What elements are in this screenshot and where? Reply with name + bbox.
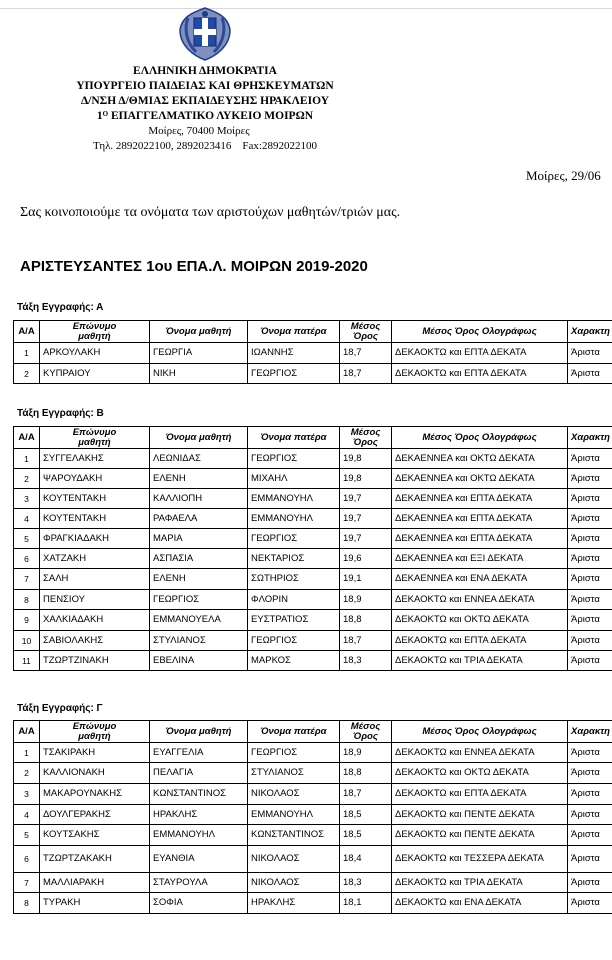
average-grade: 18,7 — [340, 343, 392, 364]
average-grade: 18,9 — [340, 590, 392, 610]
student-first-name: ΗΡΑΚΛΗΣ — [150, 805, 248, 825]
average-in-words: ΔΕΚΑΕΝΝΕΑ και ΟΚΤΩ ΔΕΚΑΤΑ — [392, 469, 568, 489]
average-in-words: ΔΕΚΑΟΚΤΩ και ΕΝΝΕΑ ΔΕΚΑΤΑ — [392, 743, 568, 763]
average-in-words: ΔΕΚΑΕΝΝΕΑ και ΕΠΤΑ ΔΕΚΑΤΑ — [392, 489, 568, 509]
student-first-name: ΕΛΕΝΗ — [150, 569, 248, 590]
row-number: 7 — [14, 873, 40, 893]
father-name: ΕΥΣΤΡΑΤΙΟΣ — [248, 610, 340, 631]
row-number: 2 — [14, 469, 40, 489]
average-grade: 18,5 — [340, 805, 392, 825]
average-grade: 18,9 — [340, 743, 392, 763]
school-name-text: ΕΠΑΓΓΕΛΜΑΤΙΚΟ ΛΥΚΕΙΟ ΜΟΙΡΩΝ — [110, 110, 314, 122]
grade-label: Τάξη Εγγραφής: Γ — [17, 703, 103, 714]
header-average — [340, 321, 392, 343]
average-in-words: ΔΕΚΑΟΚΤΩ και ΕΠΤΑ ΔΕΚΑΤΑ — [392, 364, 568, 384]
student-surname: ΚΥΠΡΑΙΟΥ — [40, 364, 150, 384]
father-name: ΜΙΧΑΗΛ — [248, 469, 340, 489]
student-surname: ΔΟΥΛΓΕΡΑΚΗΣ — [40, 805, 150, 825]
average-in-words: ΔΕΚΑΟΚΤΩ και ΕΠΤΑ ΔΕΚΑΤΑ — [392, 784, 568, 805]
father-name: ΦΛΟΡΙΝ — [248, 590, 340, 610]
characterization: Άριστα — [568, 784, 612, 805]
average-in-words: ΔΕΚΑΟΚΤΩ και ΕΝΝΕΑ ΔΕΚΑΤΑ — [392, 590, 568, 610]
row-number: 5 — [14, 825, 40, 846]
characterization: Άριστα — [568, 825, 612, 846]
student-surname: ΣΑΛΗ — [40, 569, 150, 590]
characterization: Άριστα — [568, 529, 612, 549]
row-number: 11 — [14, 651, 40, 671]
average-grade: 19,6 — [340, 549, 392, 569]
average-grade: 18,7 — [340, 364, 392, 384]
student-surname: ΑΡΚΟΥΛΑΚΗ — [40, 343, 150, 364]
document-title: ΑΡΙΣΤΕΥΣΑΝΤΕΣ 1ου ΕΠΑ.Λ. ΜΟΙΡΩΝ 2019-2020 — [20, 258, 368, 275]
student-surname: ΣΑΒΙΟΛΑΚΗΣ — [40, 631, 150, 651]
table-row — [14, 343, 612, 364]
average-grade: 18,3 — [340, 873, 392, 893]
row-number: 1 — [14, 743, 40, 763]
row-number: 1 — [14, 343, 40, 364]
student-first-name: ΜΑΡΙΑ — [150, 529, 248, 549]
average-grade: 18,7 — [340, 631, 392, 651]
header-surname-line1: Επώνυμο — [72, 320, 117, 332]
header-average-words: Μέσος Όρος Ολογράφως — [392, 321, 568, 343]
header-average — [340, 721, 392, 743]
row-number: 9 — [14, 610, 40, 631]
row-number: 3 — [14, 784, 40, 805]
row-number: 2 — [14, 763, 40, 784]
table-row — [14, 631, 612, 651]
average-in-words: ΔΕΚΑΟΚΤΩ και ΤΕΣΣΕΡΑ ΔΕΚΑΤΑ — [392, 846, 568, 873]
row-number: 7 — [14, 569, 40, 590]
father-name: ΕΜΜΑΝΟΥΗΛ — [248, 805, 340, 825]
grade-label: Τάξη Εγγραφής: Β — [17, 408, 104, 419]
student-surname: ΠΕΝΣΙΟΥ — [40, 590, 150, 610]
characterization: Άριστα — [568, 651, 612, 671]
father-name: ΕΜΜΑΝΟΥΗΛ — [248, 509, 340, 529]
characterization: Άριστα — [568, 805, 612, 825]
student-surname: ΧΑΛΚΙΑΔΑΚΗ — [40, 610, 150, 631]
table-header-row — [14, 321, 612, 343]
average-in-words: ΔΕΚΑΕΝΝΕΑ και ΕΠΤΑ ΔΕΚΑΤΑ — [392, 509, 568, 529]
header-surname — [40, 427, 150, 449]
father-name: ΝΙΚΟΛΑΟΣ — [248, 784, 340, 805]
average-grade: 18,1 — [340, 893, 392, 914]
father-name: ΝΙΚΟΛΑΟΣ — [248, 873, 340, 893]
header-father-name: Όνομα πατέρα — [248, 721, 340, 743]
father-name: ΓΕΩΡΓΙΟΣ — [248, 631, 340, 651]
fax-number: Fax:2892022100 — [242, 140, 317, 152]
student-first-name: ΣΤΑΥΡΟΥΛΑ — [150, 873, 248, 893]
table-row — [14, 610, 612, 631]
notice-text: Σας κοινοποιούμε τα ονόματα των αριστούχων μαθητών/τριών μας. — [20, 205, 401, 220]
row-number: 6 — [14, 549, 40, 569]
average-in-words: ΔΕΚΑΟΚΤΩ και ΕΠΤΑ ΔΕΚΑΤΑ — [392, 631, 568, 651]
table-row — [14, 784, 612, 805]
average-grade: 19,8 — [340, 469, 392, 489]
student-surname: ΜΑΚΑΡΟΥΝΑΚΗΣ — [40, 784, 150, 805]
average-in-words: ΔΕΚΑΕΝΝΕΑ και ΟΚΤΩ ΔΕΚΑΤΑ — [392, 449, 568, 469]
father-name: ΓΕΩΡΓΙΟΣ — [248, 529, 340, 549]
directorate-name: Δ/ΝΣΗ Δ/ΘΜΙΑΣ ΕΚΠΑΙΔΕΥΣΗΣ ΗΡΑΚΛΕΙΟΥ — [80, 95, 330, 107]
letterhead — [0, 64, 410, 154]
school-name — [0, 109, 410, 124]
student-first-name: ΕΜΜΑΝΟΥΗΛ — [150, 825, 248, 846]
grade-table — [13, 320, 612, 384]
average-grade: 18,8 — [340, 763, 392, 784]
father-name: ΓΕΩΡΓΙΟΣ — [248, 449, 340, 469]
student-surname: ΚΟΥΤΕΝΤΑΚΗ — [40, 509, 150, 529]
characterization: Άριστα — [568, 449, 612, 469]
average-grade: 19,7 — [340, 489, 392, 509]
header-average-line1: Μέσος — [350, 720, 381, 732]
header-father-name: Όνομα πατέρα — [248, 321, 340, 343]
characterization: Άριστα — [568, 549, 612, 569]
student-surname: ΚΟΥΤΣΑΚΗΣ — [40, 825, 150, 846]
greek-coat-of-arms-icon — [172, 6, 238, 62]
country-name: ΕΛΛΗΝΙΚΗ ΔΗΜΟΚΡΑΤΙΑ — [133, 65, 277, 77]
average-in-words: ΔΕΚΑΕΝΝΕΑ και ΕΠΤΑ ΔΕΚΑΤΑ — [392, 529, 568, 549]
header-average-line2: Όρος — [353, 330, 378, 342]
grade-table — [13, 720, 612, 914]
average-grade: 18,7 — [340, 784, 392, 805]
characterization: Άριστα — [568, 569, 612, 590]
table-row — [14, 805, 612, 825]
student-first-name: ΠΕΛΑΓΙΑ — [150, 763, 248, 784]
header-average-words: Μέσος Όρος Ολογράφως — [392, 427, 568, 449]
student-first-name: ΚΩΝΣΤΑΝΤΙΝΟΣ — [150, 784, 248, 805]
student-first-name: ΕΛΕΝΗ — [150, 469, 248, 489]
contact-line — [0, 139, 410, 154]
row-number: 2 — [14, 364, 40, 384]
table-row — [14, 469, 612, 489]
average-in-words: ΔΕΚΑΟΚΤΩ και ΕΝΑ ΔΕΚΑΤΑ — [392, 893, 568, 914]
grade-table — [13, 426, 612, 671]
row-number: 1 — [14, 449, 40, 469]
student-first-name: ΛΕΩΝΙΔΑΣ — [150, 449, 248, 469]
row-number: 5 — [14, 529, 40, 549]
header-average-line1: Μέσος — [350, 426, 381, 438]
average-grade: 18,3 — [340, 651, 392, 671]
header-aa: Α/Α — [14, 427, 40, 449]
characterization: Άριστα — [568, 509, 612, 529]
average-in-words: ΔΕΚΑΟΚΤΩ και ΕΠΤΑ ΔΕΚΑΤΑ — [392, 343, 568, 364]
characterization: Άριστα — [568, 364, 612, 384]
header-surname-line2: μαθητή — [78, 330, 111, 342]
average-grade: 18,5 — [340, 825, 392, 846]
table-row — [14, 825, 612, 846]
document-date: Μοίρες, 29/06 — [526, 168, 601, 183]
characterization: Άριστα — [568, 846, 612, 873]
table-row — [14, 549, 612, 569]
average-grade: 18,8 — [340, 610, 392, 631]
school-number-superscript: Ο — [102, 110, 109, 118]
student-first-name: ΓΕΩΡΓΙΟΣ — [150, 590, 248, 610]
header-average-line2: Όρος — [353, 436, 378, 448]
row-number: 8 — [14, 590, 40, 610]
student-first-name: ΓΕΩΡΓΙΑ — [150, 343, 248, 364]
student-surname: ΚΟΥΤΕΝΤΑΚΗ — [40, 489, 150, 509]
average-grade: 18,4 — [340, 846, 392, 873]
characterization: Άριστα — [568, 469, 612, 489]
student-surname: ΤΥΡΑΚΗ — [40, 893, 150, 914]
table-row — [14, 893, 612, 914]
average-grade: 19,1 — [340, 569, 392, 590]
average-in-words: ΔΕΚΑΟΚΤΩ και ΠΕΝΤΕ ΔΕΚΑΤΑ — [392, 805, 568, 825]
header-aa: Α/Α — [14, 721, 40, 743]
table-row — [14, 569, 612, 590]
student-surname: ΚΑΛΛΙΟΝΑΚΗ — [40, 763, 150, 784]
top-border-line — [0, 8, 612, 9]
header-first-name: Όνομα μαθητή — [150, 321, 248, 343]
characterization: Άριστα — [568, 610, 612, 631]
table-row — [14, 529, 612, 549]
grade-label: Τάξη Εγγραφής: Α — [17, 302, 104, 313]
father-name: ΙΩΑΝΝΗΣ — [248, 343, 340, 364]
header-father-name: Όνομα πατέρα — [248, 427, 340, 449]
father-name: ΝΙΚΟΛΑΟΣ — [248, 846, 340, 873]
table-header-row — [14, 427, 612, 449]
father-name: ΗΡΑΚΛΗΣ — [248, 893, 340, 914]
header-first-name: Όνομα μαθητή — [150, 427, 248, 449]
table-row — [14, 763, 612, 784]
father-name: ΚΩΝΣΤΑΝΤΙΝΟΣ — [248, 825, 340, 846]
father-name: ΓΕΩΡΓΙΟΣ — [248, 364, 340, 384]
father-name: ΣΩΤΗΡΙΟΣ — [248, 569, 340, 590]
school-number: 1 — [96, 110, 103, 122]
average-grade: 19,7 — [340, 509, 392, 529]
average-in-words: ΔΕΚΑΟΚΤΩ και ΤΡΙΑ ΔΕΚΑΤΑ — [392, 651, 568, 671]
characterization: Άριστα — [568, 763, 612, 784]
row-number: 4 — [14, 805, 40, 825]
school-address: Μοίρες, 70400 Μοίρες — [148, 125, 250, 137]
header-characterization: Χαρακτη — [568, 427, 612, 449]
student-first-name: ΕΥΑΝΘΙΑ — [150, 846, 248, 873]
phone-numbers: Τηλ. 2892022100, 2892023416 — [93, 140, 232, 152]
header-aa: Α/Α — [14, 321, 40, 343]
row-number: 6 — [14, 846, 40, 873]
header-average — [340, 427, 392, 449]
row-number: 8 — [14, 893, 40, 914]
characterization: Άριστα — [568, 590, 612, 610]
student-surname: ΤΖΩΡΤΖΑΚΑΚΗ — [40, 846, 150, 873]
average-grade: 19,8 — [340, 449, 392, 469]
table-row — [14, 590, 612, 610]
characterization: Άριστα — [568, 631, 612, 651]
characterization: Άριστα — [568, 489, 612, 509]
student-first-name: ΕΜΜΑΝΟΥΕΛΑ — [150, 610, 248, 631]
student-first-name: ΡΑΦΑΕΛΑ — [150, 509, 248, 529]
header-characterization: Χαρακτη — [568, 321, 612, 343]
average-in-words: ΔΕΚΑΟΚΤΩ και ΠΕΝΤΕ ΔΕΚΑΤΑ — [392, 825, 568, 846]
table-row — [14, 509, 612, 529]
header-first-name: Όνομα μαθητή — [150, 721, 248, 743]
header-average-line1: Μέσος — [350, 320, 381, 332]
student-surname: ΧΑΤΖΑΚΗ — [40, 549, 150, 569]
table-row — [14, 364, 612, 384]
student-surname: ΨΑΡΟΥΔΑΚΗ — [40, 469, 150, 489]
average-in-words: ΔΕΚΑΟΚΤΩ και ΟΚΤΩ ΔΕΚΑΤΑ — [392, 763, 568, 784]
header-average-words: Μέσος Όρος Ολογράφως — [392, 721, 568, 743]
student-first-name: ΑΣΠΑΣΙΑ — [150, 549, 248, 569]
table-header-row — [14, 721, 612, 743]
table-row — [14, 489, 612, 509]
father-name: ΝΕΚΤΑΡΙΟΣ — [248, 549, 340, 569]
row-number: 3 — [14, 489, 40, 509]
student-first-name: ΣΟΦΙΑ — [150, 893, 248, 914]
characterization: Άριστα — [568, 873, 612, 893]
table-row — [14, 846, 612, 873]
student-surname: ΜΑΛΛΙΑΡΑΚΗ — [40, 873, 150, 893]
header-surname — [40, 321, 150, 343]
table-row — [14, 449, 612, 469]
average-in-words: ΔΕΚΑΕΝΝΕΑ και ΕΞΙ ΔΕΚΑΤΑ — [392, 549, 568, 569]
table-row — [14, 873, 612, 893]
characterization: Άριστα — [568, 893, 612, 914]
father-name: ΜΑΡΚΟΣ — [248, 651, 340, 671]
header-surname — [40, 721, 150, 743]
father-name: ΓΕΩΡΓΙΟΣ — [248, 743, 340, 763]
ministry-name: ΥΠΟΥΡΓΕΙΟ ΠΑΙΔΕΙΑΣ ΚΑΙ ΘΡΗΣΚΕΥΜΑΤΩΝ — [76, 80, 334, 92]
student-first-name: ΝΙΚΗ — [150, 364, 248, 384]
header-surname-line1: Επώνυμο — [72, 426, 117, 438]
average-in-words: ΔΕΚΑΟΚΤΩ και ΟΚΤΩ ΔΕΚΑΤΑ — [392, 610, 568, 631]
father-name: ΣΤΥΛΙΑΝΟΣ — [248, 763, 340, 784]
student-first-name: ΣΤΥΛΙΑΝΟΣ — [150, 631, 248, 651]
characterization: Άριστα — [568, 743, 612, 763]
average-in-words: ΔΕΚΑΟΚΤΩ και ΤΡΙΑ ΔΕΚΑΤΑ — [392, 873, 568, 893]
row-number: 4 — [14, 509, 40, 529]
average-in-words: ΔΕΚΑΕΝΝΕΑ και ΕΝΑ ΔΕΚΑΤΑ — [392, 569, 568, 590]
father-name: ΕΜΜΑΝΟΥΗΛ — [248, 489, 340, 509]
student-first-name: ΕΥΑΓΓΕΛΙΑ — [150, 743, 248, 763]
student-surname: ΦΡΑΓΚΙΑΔΑΚΗ — [40, 529, 150, 549]
table-row — [14, 651, 612, 671]
characterization: Άριστα — [568, 343, 612, 364]
header-surname-line2: μαθητή — [78, 730, 111, 742]
student-first-name: ΚΑΛΛΙΟΠΗ — [150, 489, 248, 509]
header-average-line2: Όρος — [353, 730, 378, 742]
student-first-name: ΕΒΕΛΙΝΑ — [150, 651, 248, 671]
student-surname: ΤΣΑΚΙΡΑΚΗ — [40, 743, 150, 763]
average-grade: 19,7 — [340, 529, 392, 549]
student-surname: ΤΖΩΡΤΖΙΝΑΚΗ — [40, 651, 150, 671]
header-characterization: Χαρακτη — [568, 721, 612, 743]
header-surname-line1: Επώνυμο — [72, 720, 117, 732]
table-row — [14, 743, 612, 763]
student-surname: ΣΥΓΓΕΛΑΚΗΣ — [40, 449, 150, 469]
row-number: 10 — [14, 631, 40, 651]
header-surname-line2: μαθητή — [78, 436, 111, 448]
